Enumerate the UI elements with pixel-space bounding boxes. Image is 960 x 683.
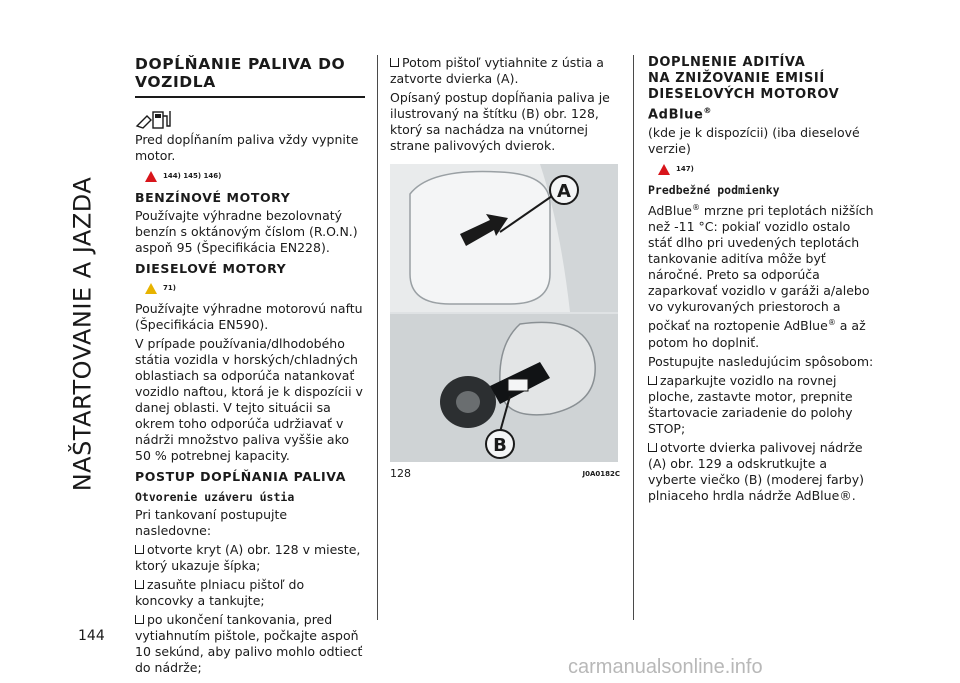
figure-code: J0A0182C [582,470,620,478]
page-number: 144 [78,628,105,644]
step-1: otvorte kryt (A) obr. 128 v mieste, ktorý ukazuje šípka; [135,542,361,573]
bullet-icon [135,545,144,554]
caution-icon [145,283,157,294]
column-3 [648,55,878,507]
bullet-icon [135,580,144,589]
warning-icon [658,164,670,175]
fuel-pump-icon [135,104,365,130]
column-divider [377,55,378,620]
adblue-title: DOPLNENIE ADITÍVA NA ZNIŽOVANIE EMISIÍ DIESELOVÝCH MOTOROV AdBlue® [648,55,840,123]
column-divider [633,55,634,620]
heading-gasoline: BENZÍNOVÉ MOTORY [135,190,291,205]
column-2 [390,55,620,482]
heading-prerequisites: Predbežné podmienky [648,183,780,198]
caution-reference: 71) [145,279,365,297]
side-chapter-title: NAŠTARTOVANIE A JAZDA [68,176,97,492]
callout-b: B [493,435,507,456]
adblue-step-1: zaparkujte vozidlo na rovnej ploche, zastavte motor, prepnite štartovacie zariadenie do polohy STOP; [648,372,853,436]
bullet-icon [135,615,144,624]
watermark: carmanualsonline.info [568,656,763,678]
step-2: zasuňte plniacu pištoľ do koncovky a tankujte; [135,577,305,608]
bullet-icon [648,443,657,452]
heading-procedure: POSTUP DOPĹŇANIA PALIVA [135,469,346,484]
column-1 [135,55,365,679]
step-4: Potom pištoľ vytiahnite z ústia a zatvorte dvierka (A). [390,55,604,86]
bullet-icon [390,58,399,67]
label-description: Opísaný postup dopĺňania paliva je ilustrovaný na štítku (B) obr. 128, ktorý sa nachádza na vnútornej strane palivových dvierok. [390,90,610,153]
prerequisites-text: AdBlue® mrzne pri teplotách nižších než -11 °C: pokiaľ vozidlo ostalo stáť dlho pri uvedených teplotách tankovanie aditíva môže byť náročné. Preto sa odporúča zaparkovať vozidlo v garáži a/alebo vo vykurovaných priestoroch a počkať na roztopenie AdBlue® a až potom ho doplniť. [648,203,874,350]
heading-opening: Otvorenie uzáveru ústia [135,490,295,504]
section-title: DOPĹŇANIE PALIVA DO VOZIDLA [135,55,365,98]
availability-note: (kde je k dispozícii) (iba dieselové verzie) [648,125,860,157]
figure-number: 128 [390,467,411,480]
procedure-intro: Postupujte nasledujúcim spôsobom: [648,353,874,369]
callout-a: A [557,181,571,202]
bullet-icon [648,376,657,385]
intro-text: Pred dopĺňaním paliva vždy vypnite motor. [135,132,359,163]
diesel-text-1: Používajte výhradne motorovú naftu (Špecifikácia EN590). [135,301,363,332]
diesel-text-2: V prípade používania/dlhodobého státia vozidla v horských/chladných oblastiach sa odporúča natankovať vozidlo naftou, ktorá je k dispozícii v danej oblasti. V tejto situácii sa okrem toho odporúča udržiavať v nádrži množstvo paliva vyššie ako 50 % potrebnej kapacity. [135,336,363,463]
figure-128 [390,164,618,462]
figure-caption [390,466,620,482]
warning-references: 144) 145) 146) [145,167,365,185]
adblue-step-2: otvorte dvierka palivovej nádrže (A) obr. 129 a odskrutkujte a vyberte viečko (B) (moderej farby) plniaceho hrdla nádrže AdBlue®. [648,439,865,503]
procedure-intro: Pri tankovaní postupujte nasledovne: [135,507,288,538]
warning-icon [145,171,157,182]
warning-reference: 147) [658,160,878,178]
gasoline-text: Používajte výhradne bezolovnatý benzín s oktánovým číslom (R.O.N.) aspoň 95 (Špecifikácia EN228). [135,208,358,255]
fuel-door-illustration [390,164,618,462]
heading-diesel: DIESELOVÉ MOTORY [135,261,287,276]
step-3: po ukončení tankovania, pred vytiahnutím pištole, počkajte aspoň 10 sekúnd, aby palivo mohlo odtiecť do nádrže; [135,612,363,675]
